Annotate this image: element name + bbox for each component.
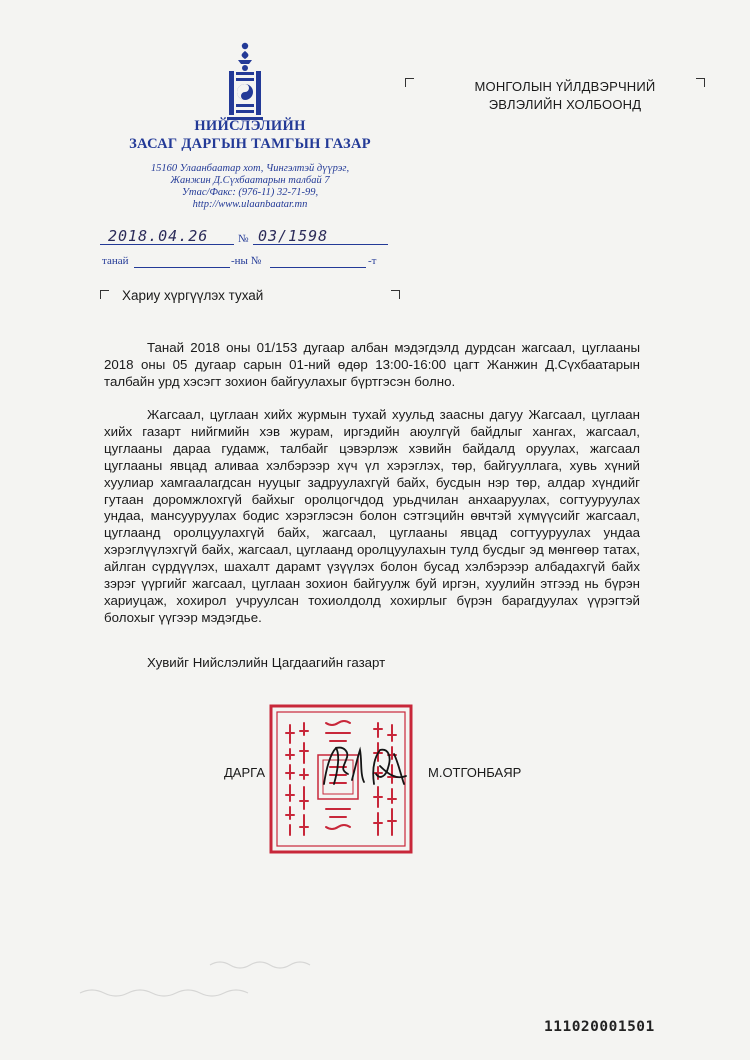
registration-block <box>100 225 390 271</box>
signatory-title: ДАРГА <box>224 765 265 780</box>
address-line2: Жанжин Д.Сүхбаатарын талбай 7 <box>170 175 330 186</box>
org-name-line1: НИЙСЛЭЛИЙН <box>194 118 306 134</box>
document-serial-number: 111020001501 <box>544 1019 655 1035</box>
copy-to-line: Хувийг Нийслэлийн Цагдаагийн газарт <box>147 655 386 670</box>
reference-prefix: танай <box>102 255 129 267</box>
reference-suffix: -т <box>368 255 377 267</box>
subject-line: Хариу хүргүүлэх тухай <box>122 288 264 303</box>
recipient-line1: МОНГОЛЫН ҮЙЛДВЭРЧНИЙ <box>474 79 656 94</box>
org-name-line2: ЗАСАГ ДАРГЫН ТАМГЫН ГАЗАР <box>129 136 371 152</box>
subject-block <box>100 288 400 312</box>
recipient-block <box>405 78 705 118</box>
faint-bleed-through-marks <box>60 955 330 1005</box>
recipient-line2: ЭВЛЭЛИЙН ХОЛБООНД <box>488 97 642 112</box>
address-line3: Утас/Факс: (976-11) 32-71-99, <box>181 187 319 198</box>
address-line1: 15160 Улаанбаатар хот, Чингэлтэй дүүрэг, <box>150 163 350 174</box>
body-paragraph-2: Жагсаал, цуглаан хийх журмын тухай хуульд заасны дагуу Жагсаал, цуглаан хийх газарт нийгмийн хэв журам, иргэдийн аюулгүй байдлыг хангах, жагсаал, цуглааны дараа гудамж, талбайг цэвэрлэж хэвийн байдалд оруулах, жагсаал цуглааны явцад аливаа хэлбэрээр хүч үл хэрэглэх, төр, байгууллага, хувь хүний хуулиар хамгаалагдсан нууцыг задруулахгүй байх, бусдын нэр төр, алдар хүндийг гутаан доромжлохгүй байхыг оролцогчдод урьдчилан анхааруулах, согтууруулах ундаа, мансууруулах бодис хэрэглэсэн болон сэтгэцийн өвчтэй хүмүүсийг жагсаал, цуглаанд оролцуулахгүй байх, жагсаал, цуглааны явцад согтууруулах ундаа хэрэглүүлэхгүй байх, жагсаал, цуглаанд оролцуулахын тулд бусдыг эд мөнгөөр татах, айлган сүрдүүлэх, шахалт дарамт үзүүлэх болон бусад хэлбэрээр албадахгүй байх зэрэг үүргийг жагсаал, цуглаан зохион байгуулж буй иргэн, хуулийн этгээд нь бүрэн хариуцаж, хохирол учруулсан тохиолдолд хохирлыг бүрэн барагдуулах үүрэгтэй болохыг үүгээр мэдэгдье. <box>104 407 640 625</box>
number-label: № <box>238 233 249 245</box>
state-emblem-icon <box>225 40 265 122</box>
handwritten-date: 2018.04.26 <box>108 227 209 245</box>
reference-number-line <box>270 267 366 268</box>
subject-bracket-right <box>391 290 400 299</box>
letterhead-address <box>120 163 380 211</box>
letterhead-organization <box>110 117 390 153</box>
bracket-top-right <box>696 78 705 87</box>
bracket-top-left <box>405 78 414 87</box>
signatory-name: М.ОТГОНБАЯР <box>428 765 522 780</box>
reference-date-line <box>134 267 230 268</box>
handwritten-signature <box>318 740 410 792</box>
recipient-name <box>435 78 695 114</box>
date-underline <box>100 244 234 245</box>
body-paragraph-1: Танай 2018 оны 01/153 дугаар албан мэдэгдэлд дурдсан жагсаал, цуглааны 2018 оны 05 дугаар сарын 01-ний өдөр 13:00-16:00 цагт Жанжин Д.Сүхбаатарын талбайн урд хэсэгт зохион байгуулахыг бүртгэсэн болно. <box>104 340 640 389</box>
address-line4: http://www.ulaanbaatar.mn <box>192 199 308 210</box>
reference-middle: -ны № <box>231 255 262 267</box>
subject-bracket-left <box>100 290 109 299</box>
number-underline <box>253 244 388 245</box>
handwritten-number: 03/1598 <box>258 227 329 245</box>
